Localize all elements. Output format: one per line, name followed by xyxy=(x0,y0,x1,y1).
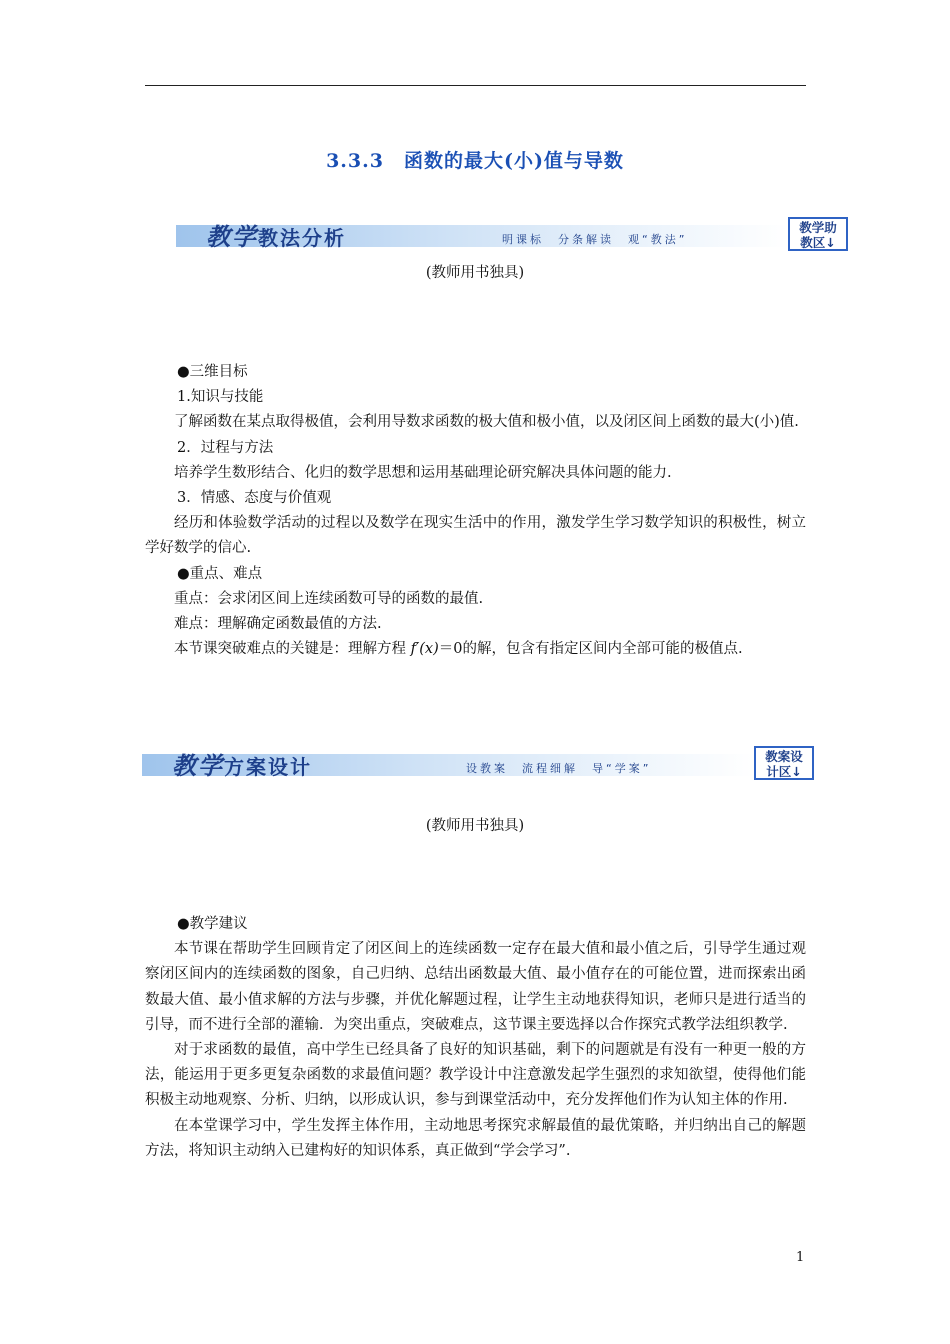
breakthrough-text: 本节课突破难点的关键是：理解方程 f′(x)＝0的解，包含有指定区间内全部可能的极值点. xyxy=(174,641,743,658)
banner-heading: 教学方案设计 xyxy=(172,752,312,780)
section-banner-teaching-analysis xyxy=(176,217,848,253)
page-number: 1 xyxy=(796,1250,805,1265)
section-teaching-analysis xyxy=(145,360,806,662)
difficulty: 难点：理解确定函数最值的方法. xyxy=(174,616,382,633)
banner-heading: 教学教法分析 xyxy=(206,223,346,251)
banner-subtitle: 设教案 流程细解 导“学案” xyxy=(466,762,652,775)
derivative-expression: f′(x) xyxy=(410,641,439,658)
key-point: 重点：会求闭区间上连续函数可导的函数的最值. xyxy=(174,590,484,607)
suggestion-paragraph-2: 对于求函数的最值，高中学生已经具备了良好的知识基础，剩下的问题就是有没有一种更一般的方法，能运用于更多更复杂函数的求最值问题？教学设计中注意激发起学生强烈的求知欲望，使得他们能积极主动地观察、分析、归纳，以形成认识，参与到课堂活动中，充分发挥他们作为认知主体的作用. xyxy=(145,1042,806,1109)
teacher-only-note: (教师用书独具) xyxy=(425,265,525,281)
page-title: 3.3.3 函数的最大(小)值与导数 xyxy=(326,150,624,172)
suggestion-paragraph-1: 本节课在帮助学生回顾肯定了闭区间上的连续函数一定存在最大值和最小值之后，引导学生通过观察闭区间内的连续函数的图象，自己归纳、总结出函数最大值、最小值存在的可能位置，进而探索出函数最大值、最小值求解的方法与步骤，并优化解题过程，让学生主动地获得知识，老师只是进行适当的引导，而不进行全部的灌输．为突出重点，突破难点，这节课主要选择以合作探究式教学法组织教学. xyxy=(145,941,806,1033)
goal-3-text: 经历和体验数学活动的过程以及数学在现实生活中的作用，激发学生学习数学知识的积极性，树立学好数学的信心. xyxy=(145,515,806,557)
goals-heading: ●三维目标 xyxy=(177,364,248,380)
goal-2-heading: 2．过程与方法 xyxy=(177,439,274,456)
goal-1-heading: 1.知识与技能 xyxy=(177,389,264,406)
suggestion-heading: ●教学建议 xyxy=(177,916,248,932)
goal-3-heading: 3．情感、态度与价值观 xyxy=(177,490,332,507)
banner-subtitle: 明课标 分条解读 观“教法” xyxy=(502,233,688,246)
header-rule xyxy=(145,85,806,86)
section-plan-design xyxy=(145,912,806,1164)
goal-1-text: 了解函数在某点取得极值，会利用导数求函数的极大值和极小值，以及闭区间上函数的最大(小)值. xyxy=(174,414,799,431)
teacher-only-note: (教师用书独具) xyxy=(425,818,525,834)
banner-badge: 教学助 教区↓ xyxy=(788,217,848,251)
banner-badge: 教案设 计区↓ xyxy=(754,746,814,780)
goal-2-text: 培养学生数形结合、化归的数学思想和运用基础理论研究解决具体问题的能力. xyxy=(174,464,672,481)
suggestion-paragraph-3: 在本堂课学习中，学生发挥主体作用，主动地思考探究求解最值的最优策略，并归纳出自己的解题方法，将知识主动纳入已建构好的知识体系，真正做到“学会学习”. xyxy=(145,1117,806,1159)
section-banner-plan-design xyxy=(142,746,814,782)
key-points-heading: ●重点、难点 xyxy=(177,565,263,582)
